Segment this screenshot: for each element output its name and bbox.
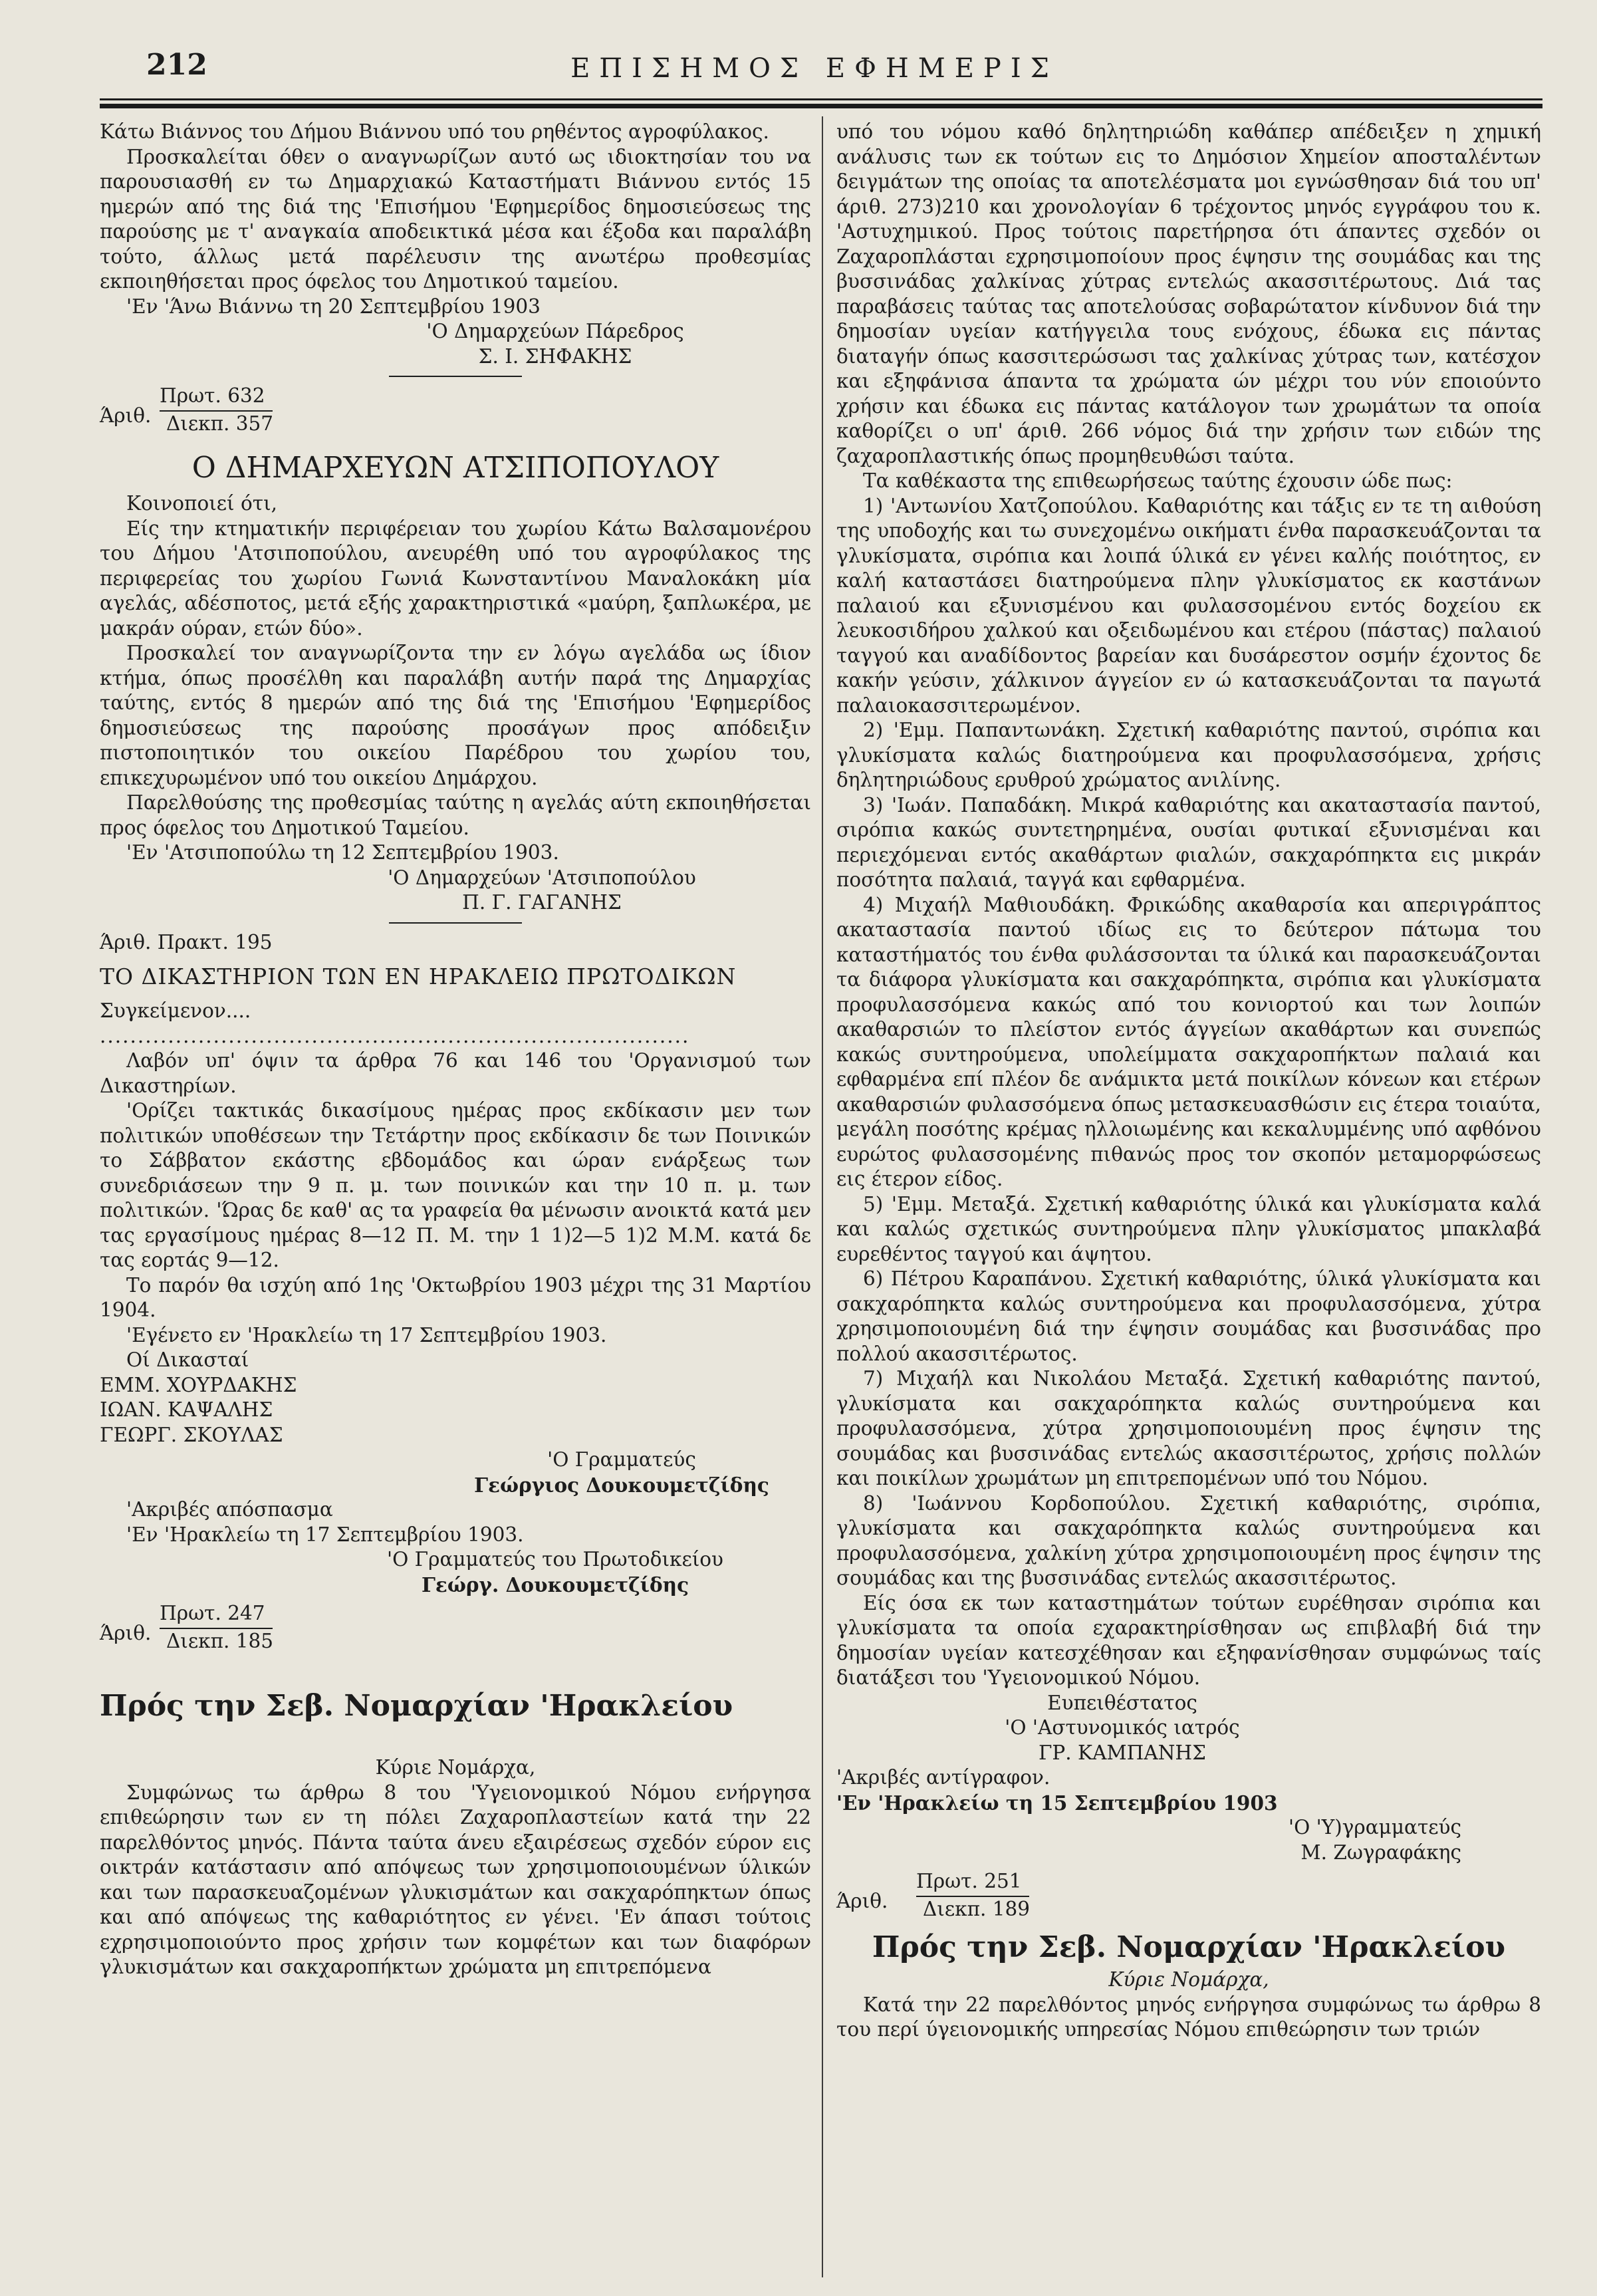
ref-label: Άριθ.	[836, 1890, 888, 1912]
report-body-2: Τα καθέκαστα της επιθεωρήσεως ταύτης έχουσιν ώδε πως:	[863, 469, 1453, 492]
notice-1-signer-name: Σ. Ι. ΣΗΦΑΚΗΣ	[478, 344, 632, 368]
report-2-title: Πρός την Σεβ. Νομαρχίαν 'Ηρακλείου	[872, 1930, 1506, 1964]
right-column	[836, 120, 1541, 2043]
notice-1-body: Προσκαλείται όθεν ο αναγνωρίζων αυτό ως ιδιοκτησίαν του να παρουσιασθή εν τω Δημαρχιακώ Καταστήματι Βιάννου εντός 15 ημερών από της διά της 'Επισήμου 'Εφημερίδος δημοσιεύσεως της παρούσης με τ' αναγκαία αποδεικτικά μέσα και έξοδα και παραλάβη τούτο, άλλως μετά παρέλευσιν της ανωτέρω προθεσμίας εκποιηθήσεται προς όφελος του Δημοτικού ταμείου.	[100, 145, 811, 293]
reference-number-1	[100, 384, 811, 440]
notice-3-date: 'Εγένετο εν 'Ηρακλείω τη 17 Σεπτεμβρίου 1903.	[126, 1323, 607, 1346]
notice-2-signer-name: Π. Γ. ΓΑΓΑΝΗΣ	[462, 891, 622, 914]
notice-4-body: Συμφώνως τω άρθρω 8 του 'Υγειονομικού Νόμου ενήργησα επιθεώρησιν των εν τη πόλει Ζαχαροπλαστείων κατά την 22 παρελθόντος μηνός. Πάντα ταύτα άνευ εξαιρέσεως σχεδόν εύρον εις οικτράν κατάστασιν από απόψεως των χρησιμοποιουμένων ύλικών και των παρασκευαζομένων γλυκισμάτων και σακχαρόπηκτων όπως και από απόψεως της καθαριότητος εν γένει. 'Εν άπασι τούτοις εχρησιμοποιούντο προς χρήσιν των κομφέτων και των διαφόρων γλυκισμάτων και σακχαροπήκτων χρώματα μη επιτρεπόμενα	[100, 1781, 811, 1978]
reference-number-3	[100, 1601, 811, 1657]
report-signer-name: ΓΡ. ΚΑΜΠΑΝΗΣ	[1038, 1741, 1207, 1764]
notice-2-date: 'Εν 'Ατσιποπούλω τη 12 Σεπτεμβρίου 1903.	[126, 841, 559, 864]
notice-3-judge-3: ΓΕΩΡΓ. ΣΚΟΥΛΑΣ	[100, 1423, 283, 1446]
report-item-2: 2) 'Εμμ. Παπαντωνάκη. Σχετική καθαριότης παντού, σιρόπια και γλυκίσματα καλώς διατηρούμενα και προφυλασσόμενα, χρήσις δηλητηριώδους ερυθρού χρώματος ανιλίνης.	[836, 719, 1541, 791]
ref-dispatch: Διεκπ. 185	[166, 1630, 274, 1652]
notice-3-court-secretary-name: Γεώργ. Δουκουμετζίδης	[421, 1573, 689, 1596]
header-rule-thin	[100, 98, 1542, 100]
report-item-3: 3) 'Ιωάν. Παπαδάκη. Μικρά καθαριότης και ακαταστασία παντού, σιρόπια κακώς συντετηρημένα, ουσίαι φυτικαί εξυνισμέναι και περιεχόμεναι εντός ακαθάρτων φιαλών, σακχαρόπηκτα εις μικράν ποσότητα παλαιά, ταγγά και εφθαρμένα.	[836, 793, 1541, 891]
report-2-salutation: Κύριε Νομάρχα,	[1108, 1968, 1269, 1991]
notice-3-date-2: 'Εν 'Ηρακλείω τη 17 Σεπτεμβρίου 1903.	[126, 1523, 524, 1546]
notice-2-body-3: Παρελθούσης της προθεσμίας ταύτης η αγελάς αύτη εκποιηθήσεται προς όφελος του Δημοτικού Ταμείου.	[100, 791, 811, 839]
ref-protocol: Πρωτ. 247	[160, 1602, 265, 1624]
column-divider	[822, 116, 823, 2277]
notice-3-secretary-name: Γεώργιος Δουκουμετζίδης	[474, 1473, 769, 1497]
report-2-body: Κατά την 22 παρελθόντος μηνός ενήργησα συμφώνως τω άρθρω 8 του περί ύγειονομικής υπηρεσίας Νόμου επιθεώρησιν των τριών	[836, 1993, 1541, 2041]
report-undersecretary-name: Μ. Ζωγραφάκης	[1300, 1841, 1461, 1864]
report-item-7: 7) Μιχαήλ και Νικολάου Μεταξά. Σχετική καθαριότης παντού, γλυκίσματα και σακχαρόπηκτα καλώς συντηρούμενα και προφυλασσόμενα, χύτρα χρησιμοποιουμένη προς έψησιν της σουμάδας και βυσσινάδας εντελώς ακασσιτέρωτος, χρήσις πολλών και ποικίλων χρωμάτων μη επιτρεπομένων υπό του Νόμου.	[836, 1367, 1541, 1489]
report-undersecretary-role: 'Ο 'Υ)γραμματεύς	[1289, 1816, 1461, 1839]
reference-number-4	[836, 1869, 1541, 1925]
header-rule-thick	[100, 104, 1542, 108]
notice-2-body-1: Είς την κτηματικήν περιφέρειαν του χωρίου Κάτω Βαλσαμονέρου του Δήμου 'Ατσιποπούλου, ανευρέθη υπό του αγροφύλακος της περιφερείας του χωρίου Γωνιά Κωνσταντίνου Μαναλοκάκη μία αγελάς, αδέσποτος, μετά εξής χαρακτηριστικά «μαύρη, ξαπλωκέρα, με μακράν ούραν, ετών δύο».	[100, 517, 811, 640]
notice-3-title: ΤΟ ΔΙΚΑΣΤΗΡΙΟΝ ΤΩΝ ΕΝ ΗΡΑΚΛΕΙΩ ΠΡΩΤΟΔΙΚΩΝ	[100, 963, 737, 989]
ref-dispatch: Διεκπ. 357	[166, 412, 274, 435]
report-body-3: Είς όσα εκ των καταστημάτων τούτων ευρέθησαν σιρόπια και γλυκίσματα τα οποία εχαρακτηρίσθησαν ως επιβλαβή διά την δημοσίαν υγείαν κατεσχέθησαν και εξηφανίσθησαν συμφώνως ταίς διατάξεσι του 'Υγειονομικού Νόμου.	[836, 1591, 1541, 1689]
reference-number-2: Άριθ. Πρακτ. 195	[100, 930, 273, 954]
report-item-4: 4) Μιχαήλ Μαθιουδάκη. Φρικώδης ακαθαρσία και απεριγράπτος ακαταστασία παντού ιδίως εις το δεύτερον πάτωμα του καταστήματός του ένθα φυλάσσονται τα ύλικά και παρασκευάζονται τα διάφορα γλυκίσματα και σακχαρόπηκτα, σιρόπια και γλυκίσματα προφυλασσόμενα κακώς από του κονιορτού και των λοιπών ακαθαρσιών το πλείστον εντός άγγείων ακαθάρτων και συνεπώς κακώς συντηρούμενα, υπολείμματα σακχαροπήκτων παλαιά και εφθαρμένα επί πλέον δε ανάμικτα μετά ποικίλων κόνεων και ετέρων ακαθαρσιών φυλασσόμενα όπως μετασκευασθώσιν εις έτερα τοιαύτα, μεγάλη ποσότης κρέμας ηλλοιωμένης και κεκαλυμμένης υπό αφθόνου ευρώτος φυλασσομένης πιθανώς προς τον σκοπόν μεταμορφώσεως εις έτερον είδος.	[836, 893, 1541, 1190]
report-item-8: 8) 'Ιωάννου Κορδοπούλου. Σχετική καθαριότης, σιρόπια, γλυκίσματα και σακχαρόπηκτα καλώς συντηρούμενα και προφυλασσόμενα, χαλκίνη χύτρα χρησιμοποιουμένη προς έψησιν της σουμάδας και της βυσσινάδας εντελώς ακασσιτέρωτος.	[836, 1491, 1541, 1589]
notice-3-certified: 'Ακριβές απόσπασμα	[126, 1498, 333, 1521]
ref-label: Άριθ.	[100, 1622, 152, 1644]
notice-3-dots: ..............................................................................	[100, 1024, 690, 1047]
notice-3-body-2: 'Ορίζει τακτικάς δικασίμους ημέρας προς εκδίκασιν μεν των πολιτικών υποθέσεων την Τετάρτην προς εκδίκασιν δε των Ποινικών το Σάββατον εκάστης εβδομάδος και ώραν ενάρξεως των συνεδριάσεων την 9 π. μ. των ποινικών και την 10 π. μ. των πολιτικών. 'Ώρας δε καθ' ας τα γραφεία θα μένωσιν ανοικτά κατά μεν τας εργασίμους ημέρας 8—12 Π. Μ. την 1 1)2—5 1)2 Μ.Μ. κατά δε τας εορτάς 9—12.	[100, 1099, 811, 1271]
report-closing: Ευπειθέστατος	[1047, 1691, 1197, 1714]
report-item-1: 1) 'Αντωνίου Χατζοπούλου. Καθαριότης και τάξις εν τε τη αιθούση της υποδοχής και τω συνεχομένω οικήματι ένθα παρασκευάζονται τα γλυκίσματα, σιρόπια και λοιπά ύλικά εν γένει καλής ποιότητος, εν καλή καταστάσει διατηρούμενα πλην γλυκίσματος εκ καστάνων παλαιού και εξυνισμένου και φυλασσομένου εντός δοχείου εκ λευκοσιδήρου χαλκού και οξειδωμένου και ετέρου (πάστας) παλαιού ταγγού και αναδίδοντος βαρείαν και δυσάρεστον οσμήν έχοντος δε κακήν γεύσιν, χάλκινον άγγείον εν ώ κατασκευάζονται τα παγωτά παλαιοκασσιτερωμένον.	[836, 494, 1541, 717]
notice-3-judges-label: Οί Δικασταί	[126, 1348, 249, 1371]
page-number: 212	[146, 48, 207, 82]
ref-label: Άριθ.	[100, 404, 152, 427]
gazette-title: ΕΠΙΣΗΜΟΣ ΕΦΗΜΕΡΙΣ	[570, 53, 1058, 84]
notice-2-signer-role: 'Ο Δημαρχεύων 'Ατσιποπούλου	[388, 866, 696, 889]
notice-3-body-1: Λαβόν υπ' όψιν τα άρθρα 76 και 146 του 'Οργανισμού των Δικαστηρίων.	[100, 1049, 811, 1097]
ref-protocol: Πρωτ. 632	[160, 384, 265, 407]
notice-3-court-secretary-role: 'Ο Γραμματεύς του Πρωτοδικείου	[386, 1548, 723, 1571]
notice-3-judge-2: ΙΩΑΝ. ΚΑΨΑΛΗΣ	[100, 1398, 273, 1421]
notice-2-intro: Κοινοποιεί ότι,	[126, 492, 278, 515]
report-date: 'Εν 'Ηρακλείω τη 15 Σεπτεμβρίου 1903	[836, 1791, 1278, 1815]
left-column	[100, 120, 811, 1980]
ref-dispatch: Διεκπ. 189	[923, 1898, 1031, 1920]
report-body-1: υπό του νόμου καθό δηλητηριώδη καθάπερ απέδειξεν η χημική ανάλυσις των εκ τούτων εις το Δημόσιον Χημείον αποσταλέντων δειγμάτων της οποίας τα αποτελέσματα μοι εγνώσθησαν διά του υπ' άριθ. 273)210 και χρονολογίαν 6 τρέχοντος μηνός εγγράφου του κ. 'Αστυχημικού. Προς τούτοις παρετήρησα ότι άπαντες σχεδόν οι Ζαχαροπλάσται εχρησιμοποίουν προς έψησιν της σουμάδας και της βυσσινάδας χαλκίνας χύτρας εντελώς ακασσιτέρωτους. Διά τας παραβάσεις ταύτας τας αποτελούσας σοβαρώτατον κίνδυνον διά την δημοσίαν υγείαν κατήγγειλα τους ενόχους, έδωκα εις πάντας διαταγήν όπως κασσιτερώσωσι τας χαλκίνας χύτρας των, κατέσχον και εξηφάνισα άπαντα τα χρώματα ών μέχρι του νύν εποιούντο χρήσιν και έδωκα εις πάντας κατάλογον των χρωμάτων τα οποία καθορίζει ο υπ' άριθ. 266 νόμος διά την χρήσιν των ειδών της ζαχαροπλαστικής όπως προμηθευθώσι ταύτα.	[836, 120, 1541, 467]
separator	[389, 922, 522, 924]
notice-4-title: Πρός την Σεβ. Νομαρχίαν 'Ηρακλείου	[100, 1689, 733, 1723]
notice-3-secretary-role: 'Ο Γραμματεύς	[547, 1448, 696, 1471]
notice-4-salutation: Κύριε Νομάρχα,	[375, 1756, 536, 1779]
notice-3-judge-1: ΕΜΜ. ΧΟΥΡΔΑΚΗΣ	[100, 1373, 297, 1396]
notice-3-composed: Συγκείμενον....	[100, 999, 251, 1022]
notice-2-body-2: Προσκαλεί τον αναγνωρίζοντα την εν λόγω αγελάδα ως ίδιον κτήμα, όπως προσέλθη και παραλάβη αυτήν παρά της Δημαρχίας ταύτης, εντός 8 ημερών από της διά της 'Επισήμου 'Εφημερίδος δημοσιεύσεως της παρούσης προσάγων προς απόδειξιν πιστοποιητικόν του οικείου Παρέδρου του χωρίου του, επικεχυρωμένον υπό του οικείου Δημάρχου.	[100, 642, 811, 789]
report-item-5: 5) 'Εμμ. Μεταξά. Σχετική καθαριότης ύλικά και γλυκίσματα καλά και καλώς σχετικώς συντηρούμενα πλην γλυκίσματος μπακλαβά ευρεθέντος ταγγού και άψητου.	[836, 1192, 1541, 1265]
page-header	[100, 41, 1529, 108]
notice-3-body-3: Το παρόν θα ισχύη από 1ης 'Οκτωβρίου 1903 μέχρι της 31 Μαρτίου 1904.	[100, 1273, 811, 1321]
report-certified-copy: 'Ακριβές αντίγραφον.	[836, 1766, 1050, 1789]
notice-1-opening: Κάτω Βιάννος του Δήμου Βιάννου υπό του ρηθέντος αγροφύλακος.	[100, 120, 769, 143]
ref-protocol: Πρωτ. 251	[916, 1870, 1022, 1892]
notice-1-date: 'Εν 'Άνω Βιάννω τη 20 Σεπτεμβρίου 1903	[126, 295, 541, 318]
report-signer-role: 'Ο 'Αστυνομικός ιατρός	[1005, 1716, 1240, 1739]
notice-2-title: Ο ΔΗΜΑΡΧΕΥΩΝ ΑΤΣΙΠΟΠΟΥΛΟΥ	[191, 451, 719, 485]
notice-1-signer-role: 'Ο Δημαρχεύων Πάρεδρος	[426, 320, 684, 342]
separator	[389, 376, 522, 377]
report-item-6: 6) Πέτρου Καραπάνου. Σχετική καθαριότης, ύλικά γλυκίσματα και σακχαρόπηκτα καλώς συντηρούμενα και προφυλασσόμενα, χύτρα χρησιμοποιουμένη διά την έψησιν σουμάδας και βυσσινάδας προ πολλού ακασσιτέρωτος.	[836, 1267, 1541, 1365]
